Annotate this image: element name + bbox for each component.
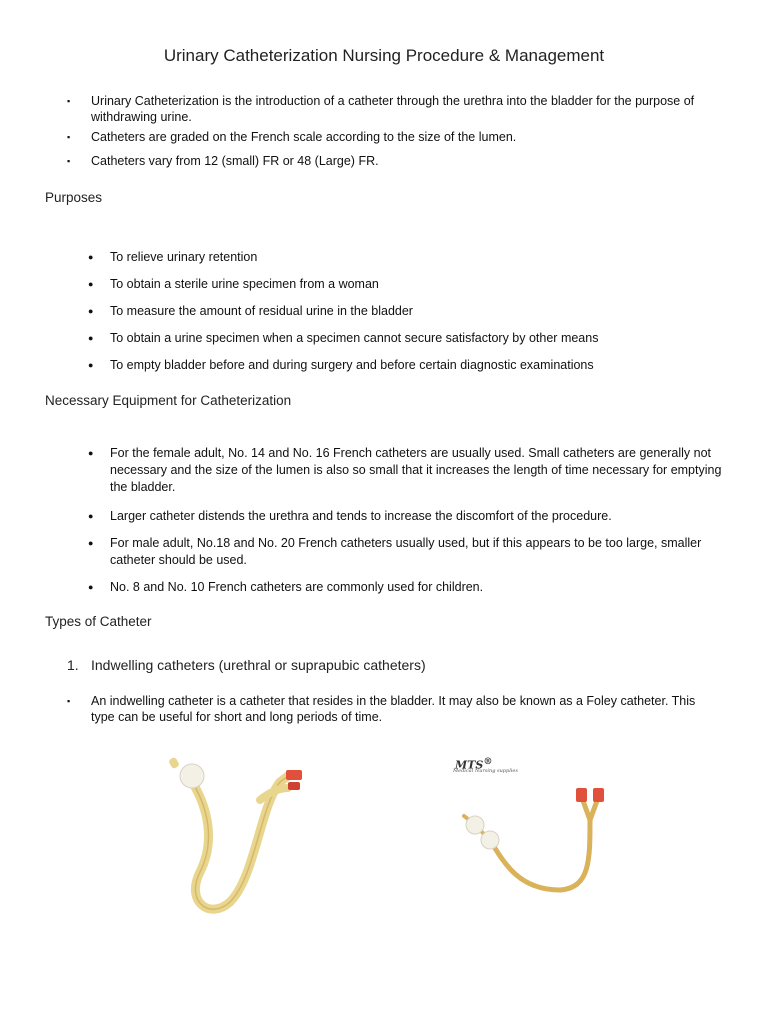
equipment-item: ● For the female adult, No. 14 and No. 16 French catheters are usually used. Small catheters are generally not necessary and the size of the lumen is also so small that it increases the length of time necessary for emptying the bladder. (88, 445, 728, 496)
intro-item: ▪ Catheters are graded on the French scale according to the size of the lumen. (67, 129, 707, 145)
logo-tagline: Medical Nursing supplies (453, 768, 518, 774)
foley-catheter-image-right (450, 780, 630, 900)
type-item-indwelling (67, 657, 426, 673)
equipment-heading: Necessary Equipment for Catheterization (45, 393, 292, 408)
catheter-tip (168, 757, 180, 770)
intro-item: ▪ Urinary Catheterization is the introduction of a catheter through the urethra into the bladder for the purpose of withdrawing urine. (67, 93, 707, 125)
red-connector (576, 788, 587, 802)
purpose-item: ● To measure the amount of residual urine in the bladder (88, 303, 728, 320)
red-connector (286, 770, 302, 780)
equipment-item: ● No. 8 and No. 10 French catheters are commonly used for children. (88, 579, 728, 596)
purpose-item: ● To obtain a urine specimen when a specimen cannot secure satisfactory by other means (88, 330, 728, 347)
foley-catheter-image-left (160, 752, 340, 922)
types-heading: Types of Catheter (45, 614, 152, 629)
logo-registered-mark: ® (483, 756, 493, 767)
catheter-tube (490, 820, 590, 890)
mts-logo: MTS® (455, 756, 493, 772)
equipment-item: ● For male adult, No.18 and No. 20 French catheters usually used, but if this appears to be too large, smaller catheter should be used. (88, 535, 728, 569)
balloon (481, 831, 499, 849)
purposes-list (88, 249, 728, 374)
purpose-item: ● To relieve urinary retention (88, 249, 728, 266)
equipment-list (88, 445, 728, 596)
red-connector (593, 788, 604, 802)
equipment-item: ● Larger catheter distends the urethra and tends to increase the discomfort of the procedure. (88, 508, 728, 525)
purpose-item: ● To obtain a sterile urine specimen from a woman (88, 276, 728, 293)
intro-item: ▪ Catheters vary from 12 (small) FR or 48 (Large) FR. (67, 153, 707, 169)
balloon (180, 764, 204, 788)
purposes-heading: Purposes (45, 190, 103, 205)
balloon (466, 816, 484, 834)
page-title: Urinary Catheterization Nursing Procedure & Management (163, 46, 605, 65)
type-label: Indwelling catheters (urethral or suprapubic catheters) (91, 657, 426, 673)
indwelling-desc-list (67, 693, 707, 729)
red-connector (288, 782, 300, 790)
indwelling-desc: ▪ An indwelling catheter is a catheter that resides in the bladder. It may also be known as a Foley catheter. This type can be useful for short and long periods of time. (67, 693, 707, 725)
type-number: 1. (67, 657, 79, 673)
intro-list (67, 93, 707, 173)
purpose-item: ● To empty bladder before and during surgery and before certain diagnostic examinations (88, 357, 728, 374)
